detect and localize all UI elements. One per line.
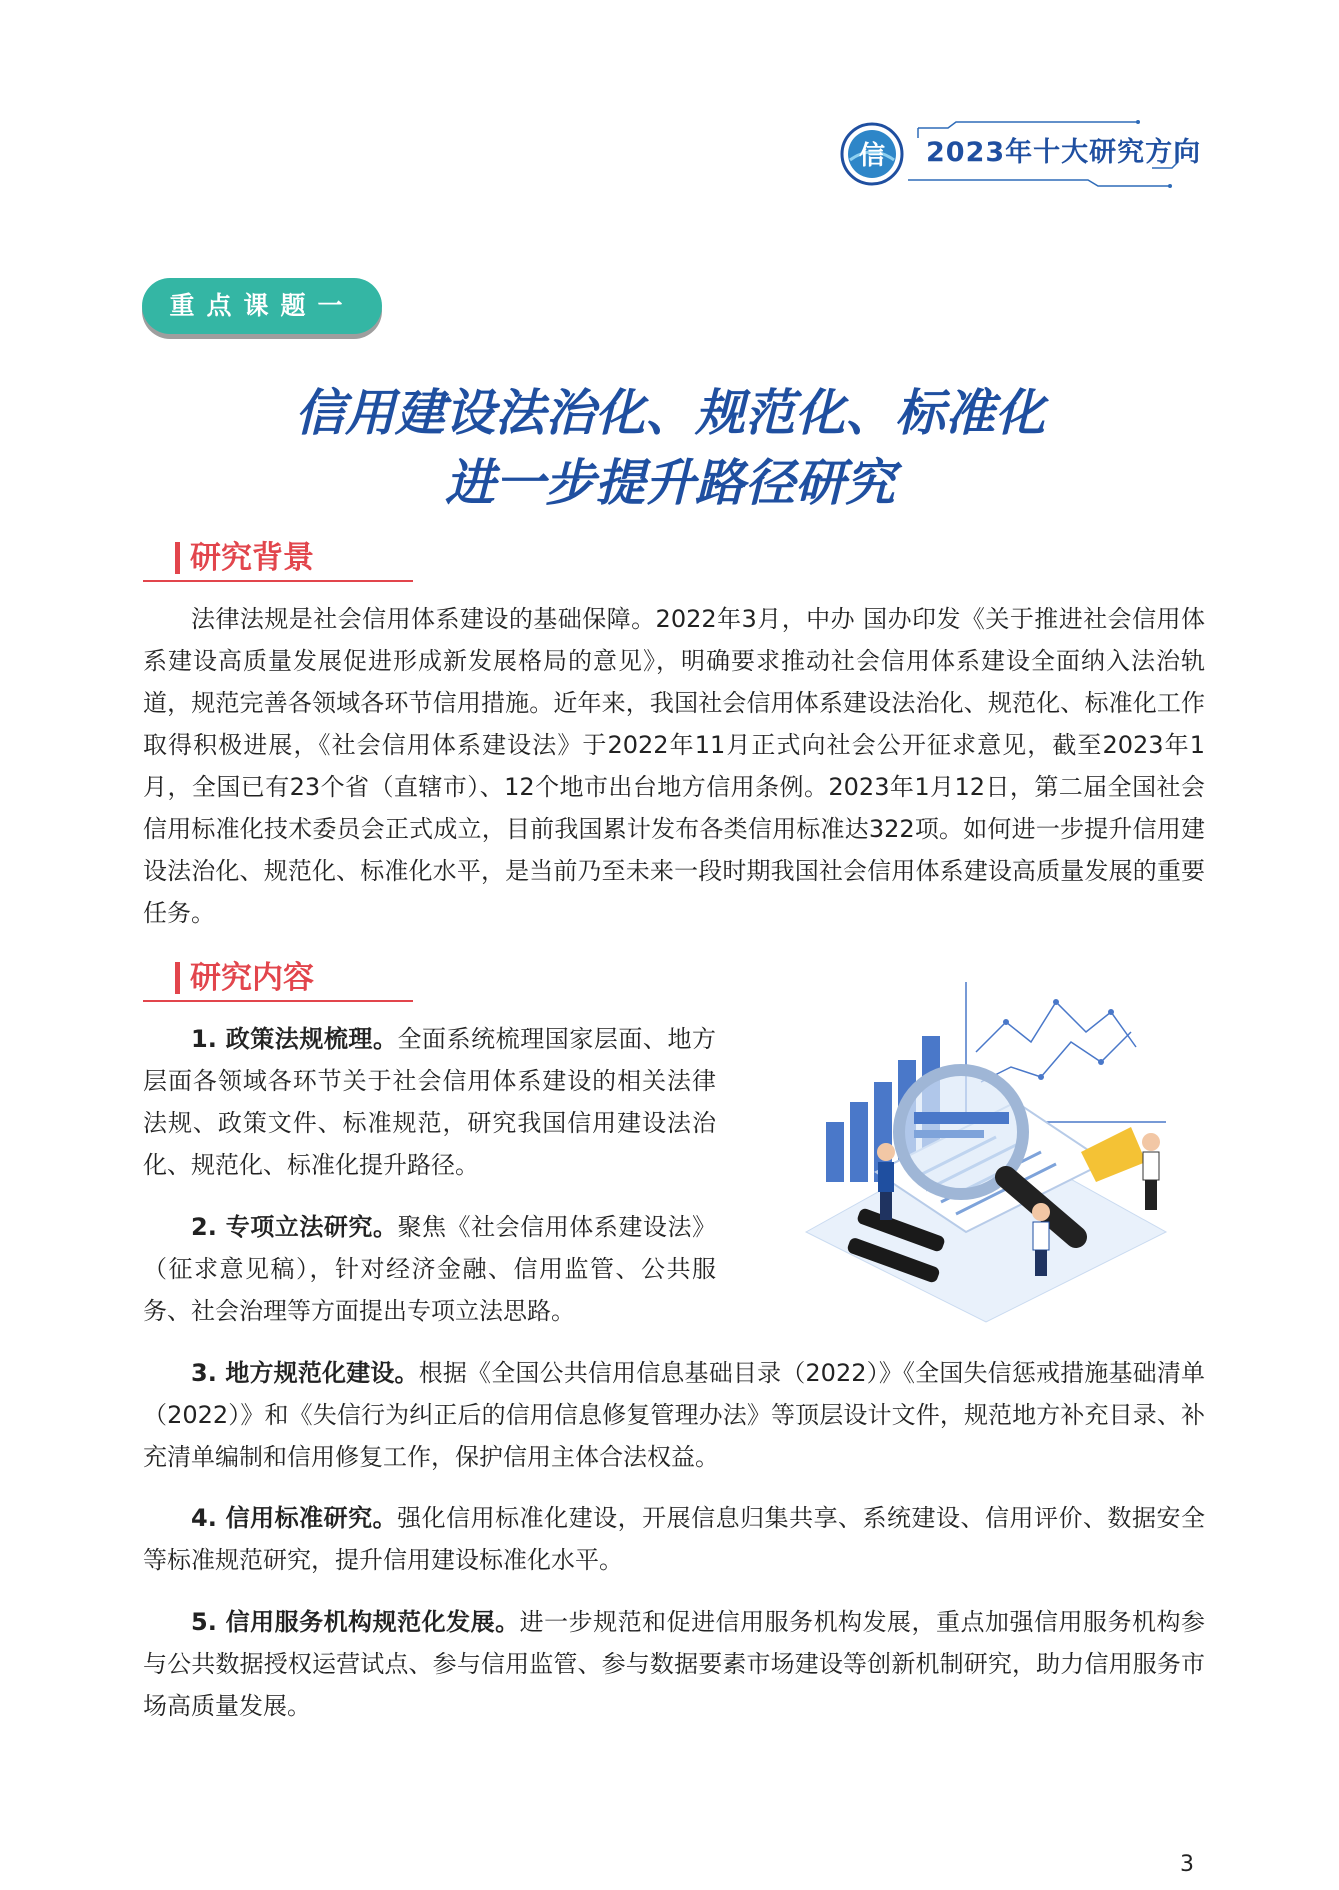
content-item-text: 全面系统梳理国家层面、地方层面各领域各环节关于社会信用体系建设的相关法律法规、政策文件、标准规范，研究我国信用建设法治化、规范化、标准化提升路径。	[143, 1025, 717, 1179]
content-item-title: 5. 信用服务机构规范化发展。	[191, 1608, 520, 1636]
content-item-title: 4. 信用标准研究。	[191, 1504, 398, 1532]
page-title-line2: 进一步提升路径研究	[445, 454, 895, 512]
data-analysis-illustration	[786, 972, 1206, 1332]
topic-badge: 重点课题一	[142, 278, 382, 334]
section-marker	[175, 962, 180, 994]
section-heading-background	[143, 540, 413, 582]
section-heading-label: 研究背景	[190, 540, 314, 576]
content-item-title: 3. 地方规范化建设。	[191, 1359, 419, 1387]
content-item-5	[143, 1601, 1205, 1727]
content-item-title: 1. 政策法规梳理。	[191, 1025, 398, 1053]
content-item-1	[143, 1018, 716, 1186]
section-heading-label: 研究内容	[190, 960, 314, 996]
content-item-text: 聚焦《社会信用体系建设法》（征求意见稿），针对经济金融、信用监管、公共服务、社会治理等方面提出专项立法思路。	[143, 1213, 717, 1325]
page-title-line1: 信用建设法治化、规范化、标准化	[295, 384, 1045, 442]
content-item-text: 进一步规范和促进信用服务机构发展，重点加强信用服务机构参与公共数据授权运营试点、参与信用监管、参与数据要素市场建设等创新机制研究，助力信用服务市场高质量发展。	[143, 1608, 1206, 1720]
content-item-2	[143, 1206, 716, 1332]
section-heading-content	[143, 960, 413, 1002]
content-item-text: 强化信用标准化建设，开展信息归集共享、系统建设、信用评价、数据安全等标准规范研究，提升信用建设标准化水平。	[143, 1504, 1206, 1574]
section-marker	[175, 542, 180, 574]
content-item-4	[143, 1497, 1205, 1581]
content-item-text: 根据《全国公共信用信息基础目录（2022）》《全国失信惩戒措施基础清单（2022）》和《失信行为纠正后的信用信息修复管理办法》等顶层设计文件，规范地方补充目录、补充清单编制和信用修复工作，保护信用主体合法权益。	[143, 1359, 1206, 1471]
page-title	[150, 378, 1190, 518]
header-title: 2023年十大研究方向	[926, 137, 1202, 168]
background-paragraph: 法律法规是社会信用体系建设的基础保障。2022年3月，中办 国办印发《关于推进社会信用体系建设高质量发展促进形成新发展格局的意见》，明确要求推动社会信用体系建设全面纳入法治轨道，规范完善各领域各环节信用措施。近年来，我国社会信用体系建设法治化、规范化、标准化工作取得积极进展，《社会信用体系建设法》于2022年11月正式向社会公开征求意见，截至2023年1月，全国已有23个省（直辖市）、12个地市出台地方信用条例。2023年1月12日，第二届全国社会信用标准化技术委员会正式成立，目前我国累计发布各类信用标准达322项。如何进一步提升信用建设法治化、规范化、标准化水平，是当前乃至未来一段时期我国社会信用体系建设高质量发展的重要任务。	[143, 605, 1205, 927]
content-item-title: 2. 专项立法研究。	[191, 1213, 398, 1241]
content-item-3	[143, 1352, 1205, 1478]
credit-logo-icon	[840, 122, 904, 186]
logo-character: 信	[858, 141, 886, 171]
header-brand	[840, 120, 1202, 190]
page-number: 3	[1180, 1852, 1194, 1877]
